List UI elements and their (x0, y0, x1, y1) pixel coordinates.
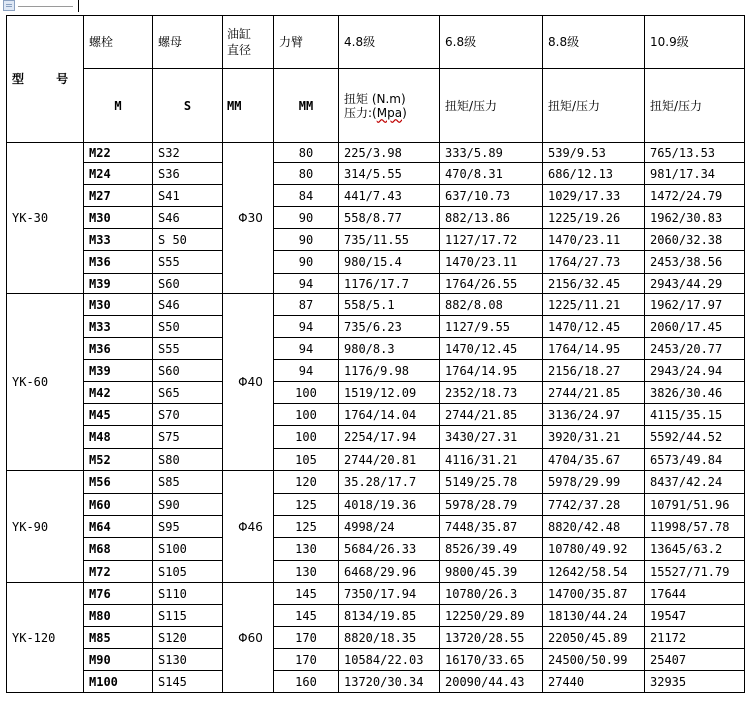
torque-6-8-cell: 5149/25.78 (440, 471, 543, 494)
torque-4-8-cell: 5684/26.33 (339, 538, 440, 561)
torque-8-8-cell: 2156/18.27 (543, 360, 645, 382)
torque-6-8-cell: 7448/35.87 (440, 516, 543, 538)
header-arm: 力臂 (274, 16, 339, 69)
torque-10-9-cell: 5592/44.52 (645, 426, 745, 449)
torque-6-8-cell: 1127/17.72 (440, 229, 543, 251)
nut-cell: S32 (153, 143, 223, 163)
torque-10-9-cell: 19547 (645, 605, 745, 627)
bolt-cell: M60 (84, 494, 153, 516)
torque-8-8-cell: 1764/27.73 (543, 251, 645, 274)
arm-cell: 125 (274, 494, 339, 516)
bolt-cell: M90 (84, 649, 153, 671)
torque-6-8-cell: 12250/29.89 (440, 605, 543, 627)
bolt-cell: M22 (84, 143, 153, 163)
torque-pressure-label-6-8: 扭矩/压力 (440, 69, 543, 143)
torque-8-8-cell: 5978/29.99 (543, 471, 645, 494)
header-grade-4-8: 4.8级 (339, 16, 440, 69)
torque-8-8-cell: 539/9.53 (543, 143, 645, 163)
arm-cell: 90 (274, 229, 339, 251)
table-row (7, 494, 745, 516)
torque-10-9-cell: 17644 (645, 583, 745, 605)
torque-4-8-cell: 1176/17.7 (339, 274, 440, 294)
bolt-cell: M39 (84, 360, 153, 382)
table-row (7, 671, 745, 693)
bolt-cell: M39 (84, 274, 153, 294)
table-row (7, 294, 745, 316)
arm-cell: 80 (274, 143, 339, 163)
torque-10-9-cell: 1472/24.79 (645, 185, 745, 207)
torque-4-8-cell: 8134/19.85 (339, 605, 440, 627)
header-grade-6-8: 6.8级 (440, 16, 543, 69)
torque-6-8-cell: 470/8.31 (440, 163, 543, 185)
cylinder-diameter-cell: Φ40 (223, 294, 274, 471)
nut-cell: S60 (153, 274, 223, 294)
nut-cell: S 50 (153, 229, 223, 251)
torque-10-9-cell: 2453/20.77 (645, 338, 745, 360)
unit-cylinder: MM (223, 69, 274, 143)
torque-6-8-cell: 1470/12.45 (440, 338, 543, 360)
model-cell: YK-90 (7, 471, 84, 583)
nut-cell: S95 (153, 516, 223, 538)
table-row (7, 338, 745, 360)
torque-8-8-cell: 3136/24.97 (543, 404, 645, 426)
torque-4-8-cell: 735/11.55 (339, 229, 440, 251)
bolt-cell: M33 (84, 229, 153, 251)
bolt-cell: M85 (84, 627, 153, 649)
torque-6-8-cell: 10780/26.3 (440, 583, 543, 605)
bolt-cell: M76 (84, 583, 153, 605)
bolt-cell: M42 (84, 382, 153, 404)
torque-10-9-cell: 2943/44.29 (645, 274, 745, 294)
arm-cell: 105 (274, 449, 339, 471)
torque-8-8-cell: 2156/32.45 (543, 274, 645, 294)
header-nut: 螺母 (153, 16, 223, 69)
table-row (7, 316, 745, 338)
torque-4-8-cell: 735/6.23 (339, 316, 440, 338)
torque-10-9-cell: 8437/42.24 (645, 471, 745, 494)
nut-cell: S60 (153, 360, 223, 382)
torque-4-8-cell: 2254/17.94 (339, 426, 440, 449)
torque-4-8-cell: 225/3.98 (339, 143, 440, 163)
arm-cell: 170 (274, 649, 339, 671)
torque-6-8-cell: 1127/9.55 (440, 316, 543, 338)
torque-8-8-cell: 27440 (543, 671, 645, 693)
torque-4-8-cell: 8820/18.35 (339, 627, 440, 649)
document-icon (3, 0, 15, 11)
arm-cell: 84 (274, 185, 339, 207)
nut-cell: S70 (153, 404, 223, 426)
arm-cell: 100 (274, 426, 339, 449)
table-row (7, 426, 745, 449)
torque-4-8-cell: 558/5.1 (339, 294, 440, 316)
bolt-cell: M30 (84, 207, 153, 229)
torque-6-8-cell: 2744/21.85 (440, 404, 543, 426)
bolt-cell: M30 (84, 294, 153, 316)
table-row (7, 382, 745, 404)
torque-8-8-cell: 686/12.13 (543, 163, 645, 185)
torque-8-8-cell: 1470/23.11 (543, 229, 645, 251)
arm-cell: 94 (274, 316, 339, 338)
arm-cell: 94 (274, 338, 339, 360)
cylinder-diameter-cell: Φ30 (223, 143, 274, 294)
bolt-cell: M36 (84, 251, 153, 274)
arm-cell: 130 (274, 538, 339, 561)
torque-spec-table (6, 15, 745, 693)
arm-cell: 100 (274, 404, 339, 426)
table-row (7, 143, 745, 163)
table-row (7, 404, 745, 426)
torque-10-9-cell: 1962/17.97 (645, 294, 745, 316)
arm-cell: 170 (274, 627, 339, 649)
header-grade-8-8: 8.8级 (543, 16, 645, 69)
pressure-label-line2: 压力:(Mpa) (344, 105, 407, 120)
torque-8-8-cell: 3920/31.21 (543, 426, 645, 449)
model-cell: YK-120 (7, 583, 84, 693)
table-row (7, 185, 745, 207)
table-row (7, 163, 745, 185)
arm-cell: 87 (274, 294, 339, 316)
torque-4-8-cell: 6468/29.96 (339, 561, 440, 583)
cylinder-diameter-cell: Φ46 (223, 471, 274, 583)
torque-8-8-cell: 18130/44.24 (543, 605, 645, 627)
torque-6-8-cell: 637/10.73 (440, 185, 543, 207)
torque-4-8-cell: 980/15.4 (339, 251, 440, 274)
torque-10-9-cell: 3826/30.46 (645, 382, 745, 404)
torque-6-8-cell: 20090/44.43 (440, 671, 543, 693)
bolt-cell: M27 (84, 185, 153, 207)
torque-4-8-cell: 1764/14.04 (339, 404, 440, 426)
nut-cell: S55 (153, 251, 223, 274)
torque-6-8-cell: 2352/18.73 (440, 382, 543, 404)
nut-cell: S105 (153, 561, 223, 583)
table-row (7, 516, 745, 538)
header-cylinder-diameter: 油缸 直径 (223, 16, 274, 69)
bolt-cell: M64 (84, 516, 153, 538)
bolt-cell: M100 (84, 671, 153, 693)
nut-cell: S75 (153, 426, 223, 449)
torque-8-8-cell: 1029/17.33 (543, 185, 645, 207)
nut-cell: S50 (153, 316, 223, 338)
torque-10-9-cell: 25407 (645, 649, 745, 671)
torque-10-9-cell: 2453/38.56 (645, 251, 745, 274)
bolt-cell: M24 (84, 163, 153, 185)
arm-cell: 94 (274, 274, 339, 294)
arm-cell: 125 (274, 516, 339, 538)
arm-cell: 90 (274, 207, 339, 229)
torque-10-9-cell: 10791/51.96 (645, 494, 745, 516)
torque-6-8-cell: 16170/33.65 (440, 649, 543, 671)
torque-6-8-cell: 4116/31.21 (440, 449, 543, 471)
model-cell: YK-30 (7, 143, 84, 294)
torque-4-8-cell: 1176/9.98 (339, 360, 440, 382)
torque-pressure-label-10-9: 扭矩/压力 (645, 69, 745, 143)
nut-cell: S145 (153, 671, 223, 693)
torque-10-9-cell: 4115/35.15 (645, 404, 745, 426)
torque-4-8-cell: 1519/12.09 (339, 382, 440, 404)
torque-4-8-cell: 10584/22.03 (339, 649, 440, 671)
unit-nut: S (153, 69, 223, 143)
torque-10-9-cell: 1962/30.83 (645, 207, 745, 229)
bolt-cell: M72 (84, 561, 153, 583)
torque-6-8-cell: 882/8.08 (440, 294, 543, 316)
torque-4-8-cell: 980/8.3 (339, 338, 440, 360)
torque-6-8-cell: 9800/45.39 (440, 561, 543, 583)
torque-10-9-cell: 15527/71.79 (645, 561, 745, 583)
torque-10-9-cell: 2060/17.45 (645, 316, 745, 338)
torque-10-9-cell: 13645/63.2 (645, 538, 745, 561)
bolt-cell: M68 (84, 538, 153, 561)
arm-cell: 145 (274, 583, 339, 605)
torque-4-8-cell: 4998/24 (339, 516, 440, 538)
torque-8-8-cell: 1470/12.45 (543, 316, 645, 338)
nut-cell: S46 (153, 207, 223, 229)
torque-8-8-cell: 14700/35.87 (543, 583, 645, 605)
table-row (7, 605, 745, 627)
nut-cell: S46 (153, 294, 223, 316)
header-bolt: 螺栓 (84, 16, 153, 69)
torque-6-8-cell: 3430/27.31 (440, 426, 543, 449)
torque-4-8-cell: 558/8.77 (339, 207, 440, 229)
torque-10-9-cell: 765/13.53 (645, 143, 745, 163)
nut-cell: S85 (153, 471, 223, 494)
nut-cell: S41 (153, 185, 223, 207)
table-row (7, 449, 745, 471)
arm-cell: 145 (274, 605, 339, 627)
nut-cell: S80 (153, 449, 223, 471)
arm-cell: 90 (274, 251, 339, 274)
arm-cell: 80 (274, 163, 339, 185)
table-row (7, 274, 745, 294)
nut-cell: S115 (153, 605, 223, 627)
torque-8-8-cell: 2744/21.85 (543, 382, 645, 404)
torque-6-8-cell: 1470/23.11 (440, 251, 543, 274)
torque-8-8-cell: 7742/37.28 (543, 494, 645, 516)
torque-8-8-cell: 8820/42.48 (543, 516, 645, 538)
torque-4-8-cell: 2744/20.81 (339, 449, 440, 471)
torque-8-8-cell: 4704/35.67 (543, 449, 645, 471)
torque-8-8-cell: 12642/58.54 (543, 561, 645, 583)
torque-pressure-label-8-8: 扭矩/压力 (543, 69, 645, 143)
ruler-line (18, 6, 73, 7)
bolt-cell: M80 (84, 605, 153, 627)
torque-8-8-cell: 22050/45.89 (543, 627, 645, 649)
table-row (7, 251, 745, 274)
torque-8-8-cell: 1225/19.26 (543, 207, 645, 229)
torque-10-9-cell: 6573/49.84 (645, 449, 745, 471)
arm-cell: 94 (274, 360, 339, 382)
torque-8-8-cell: 1764/14.95 (543, 338, 645, 360)
bolt-cell: M36 (84, 338, 153, 360)
bolt-cell: M33 (84, 316, 153, 338)
arm-cell: 120 (274, 471, 339, 494)
torque-10-9-cell: 32935 (645, 671, 745, 693)
torque-6-8-cell: 5978/28.79 (440, 494, 543, 516)
arm-cell: 130 (274, 561, 339, 583)
top-bar (0, 0, 750, 14)
torque-pressure-label-4-8 (339, 69, 440, 143)
table-row (7, 627, 745, 649)
arm-cell: 100 (274, 382, 339, 404)
cylinder-diameter-cell: Φ60 (223, 583, 274, 693)
table-row (7, 229, 745, 251)
torque-10-9-cell: 21172 (645, 627, 745, 649)
torque-6-8-cell: 882/13.86 (440, 207, 543, 229)
nut-cell: S120 (153, 627, 223, 649)
nut-cell: S36 (153, 163, 223, 185)
nut-cell: S65 (153, 382, 223, 404)
header-grade-10-9: 10.9级 (645, 16, 745, 69)
table-row (7, 207, 745, 229)
text-cursor (78, 0, 79, 12)
torque-10-9-cell: 2943/24.94 (645, 360, 745, 382)
nut-cell: S110 (153, 583, 223, 605)
torque-8-8-cell: 24500/50.99 (543, 649, 645, 671)
torque-8-8-cell: 10780/49.92 (543, 538, 645, 561)
table-row (7, 649, 745, 671)
nut-cell: S130 (153, 649, 223, 671)
model-cell: YK-60 (7, 294, 84, 471)
table-row (7, 471, 745, 494)
torque-6-8-cell: 1764/26.55 (440, 274, 543, 294)
arm-cell: 160 (274, 671, 339, 693)
torque-4-8-cell: 13720/30.34 (339, 671, 440, 693)
torque-6-8-cell: 1764/14.95 (440, 360, 543, 382)
bolt-cell: M48 (84, 426, 153, 449)
torque-4-8-cell: 7350/17.94 (339, 583, 440, 605)
unit-bolt: M (84, 69, 153, 143)
nut-cell: S100 (153, 538, 223, 561)
torque-10-9-cell: 981/17.34 (645, 163, 745, 185)
unit-arm: MM (274, 69, 339, 143)
torque-8-8-cell: 1225/11.21 (543, 294, 645, 316)
torque-label-line1: 扭矩 (N.m) (344, 91, 406, 106)
nut-cell: S55 (153, 338, 223, 360)
table-row (7, 360, 745, 382)
torque-6-8-cell: 8526/39.49 (440, 538, 543, 561)
torque-4-8-cell: 35.28/17.7 (339, 471, 440, 494)
table-row (7, 583, 745, 605)
header-model: 型 号 (7, 16, 84, 143)
table-row (7, 538, 745, 561)
torque-4-8-cell: 441/7.43 (339, 185, 440, 207)
torque-10-9-cell: 11998/57.78 (645, 516, 745, 538)
torque-6-8-cell: 13720/28.55 (440, 627, 543, 649)
nut-cell: S90 (153, 494, 223, 516)
bolt-cell: M45 (84, 404, 153, 426)
torque-10-9-cell: 2060/32.38 (645, 229, 745, 251)
torque-4-8-cell: 314/5.55 (339, 163, 440, 185)
torque-6-8-cell: 333/5.89 (440, 143, 543, 163)
table-row (7, 561, 745, 583)
torque-4-8-cell: 4018/19.36 (339, 494, 440, 516)
bolt-cell: M52 (84, 449, 153, 471)
bolt-cell: M56 (84, 471, 153, 494)
